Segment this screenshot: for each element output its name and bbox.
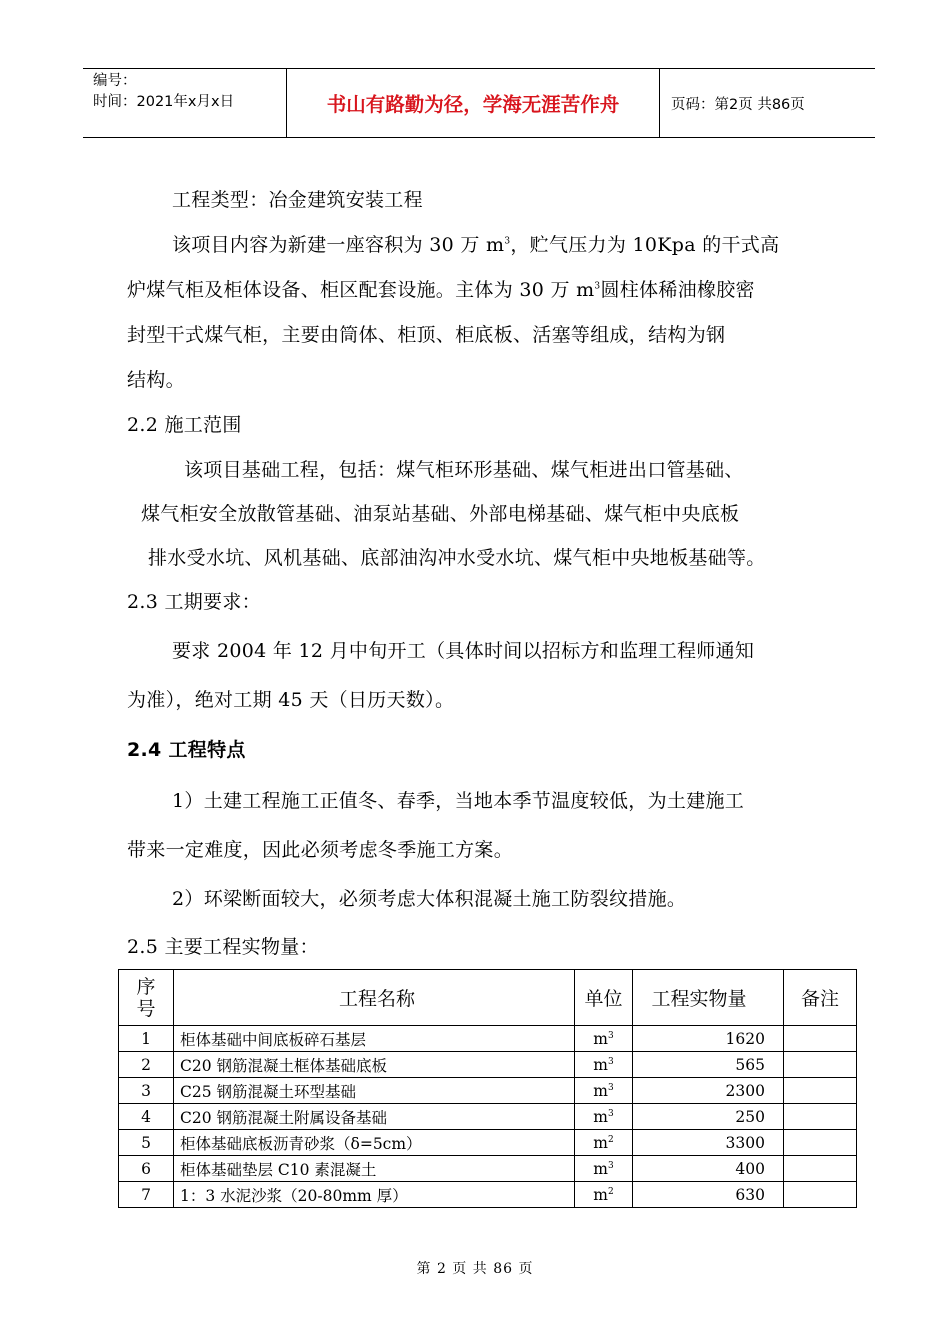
header-unit: 单位 (575, 970, 633, 1026)
header-note: 备注 (784, 970, 857, 1026)
schedule-line: 要求 2004 年 12 月中旬开工（具体时间以招标方和监理工程师通知 (172, 640, 755, 662)
cell-note (784, 1104, 857, 1130)
header-no: 序 号 (119, 970, 174, 1026)
cell-no: 2 (119, 1052, 174, 1078)
cell-name: C25 钢筋混凝土环型基础 (174, 1078, 575, 1104)
table-row (119, 1104, 857, 1130)
intro-line-1: 该项目内容为新建一座容积为 30 万 $m^3$，贮气压力为 10Kpa 的干式高 (172, 234, 780, 256)
intro-line-4: 结构。 (127, 369, 185, 391)
table-row (119, 1078, 857, 1104)
table-row (119, 1182, 857, 1208)
table-row (119, 1156, 857, 1182)
feature-line: 带来一定难度，因此必须考虑冬季施工方案。 (127, 839, 514, 861)
cell-unit: $m^3$ (575, 1052, 633, 1078)
cell-note (784, 1130, 857, 1156)
section-2-4-title: 2.4 工程特点 (127, 739, 246, 761)
quantity-table (118, 969, 857, 1208)
cell-unit: $m^2$ (575, 1130, 633, 1156)
page-header (83, 68, 875, 138)
cell-qty: 3300 (633, 1130, 784, 1156)
cell-note (784, 1052, 857, 1078)
cell-no: 6 (119, 1156, 174, 1182)
table-row (119, 1026, 857, 1052)
cell-qty: 630 (633, 1182, 784, 1208)
cell-name: 1：3 水泥沙浆（20-80mm 厚） (174, 1182, 575, 1208)
feature-line: 1）土建工程施工正值冬、春季，当地本季节温度较低，为土建施工 (172, 790, 745, 812)
header-qty: 工程实物量 (633, 970, 784, 1026)
cell-name: 柜体基础垫层 C10 素混凝土 (174, 1156, 575, 1182)
scope-line: 煤气柜安全放散管基础、油泵站基础、外部电梯基础、煤气柜中央底板 (141, 503, 740, 525)
header-motto: 书山有路勤为径，学海无涯苦作舟 (326, 93, 620, 116)
cell-unit: $m^2$ (575, 1182, 633, 1208)
cell-name: 柜体基础中间底板碎石基层 (174, 1026, 575, 1052)
header-meta (93, 71, 293, 113)
table-row (119, 1052, 857, 1078)
cell-unit: $m^3$ (575, 1026, 633, 1052)
scope-line: 该项目基础工程，包括：煤气柜环形基础、煤气柜进出口管基础、 (184, 459, 744, 481)
cell-no: 3 (119, 1078, 174, 1104)
intro-line-3: 封型干式煤气柜，主要由筒体、柜顶、柜底板、活塞等组成，结构为钢 (127, 324, 726, 346)
schedule-line: 为准），绝对工期 45 天（日历天数）。 (127, 689, 455, 711)
page-footer: 第 2 页 共 86 页 (416, 1261, 534, 1277)
cell-unit: $m^3$ (575, 1156, 633, 1182)
header-divider (659, 69, 660, 137)
cell-note (784, 1078, 857, 1104)
cell-qty: 400 (633, 1156, 784, 1182)
cell-qty: 250 (633, 1104, 784, 1130)
section-2-3-title: 2.3 工期要求： (127, 591, 261, 613)
cell-note (784, 1026, 857, 1052)
cell-no: 1 (119, 1026, 174, 1052)
time-label: 时间：2021年x月x日 (93, 94, 235, 110)
cell-no: 5 (119, 1130, 174, 1156)
table-header-row (119, 970, 857, 1026)
table-row (119, 1130, 857, 1156)
intro-line-2: 炉煤气柜及柜体设备、柜区配套设施。主体为 30 万 $m^3$圆柱体稀油橡胶密 (127, 279, 755, 301)
header-name: 工程名称 (174, 970, 575, 1026)
cell-unit: $m^3$ (575, 1078, 633, 1104)
serial-label: 编号： (93, 73, 137, 89)
header-page-info: 页码：第2页 共86页 (671, 96, 805, 113)
cell-unit: $m^3$ (575, 1104, 633, 1130)
scope-line: 排水受水坑、风机基础、底部油沟冲水受水坑、煤气柜中央地板基础等。 (148, 547, 766, 569)
cell-name: 柜体基础底板沥青砂浆（δ=5cm） (174, 1130, 575, 1156)
cell-no: 4 (119, 1104, 174, 1130)
cell-qty: 2300 (633, 1078, 784, 1104)
feature-line: 2）环梁断面较大，必须考虑大体积混凝土施工防裂纹措施。 (172, 888, 687, 910)
section-2-5-title: 2.5 主要工程实物量： (127, 936, 319, 958)
cell-no: 7 (119, 1182, 174, 1208)
cell-note (784, 1182, 857, 1208)
section-2-2-title: 2.2 施工范围 (127, 414, 242, 436)
cell-name: C20 钢筋混凝土框体基础底板 (174, 1052, 575, 1078)
cell-name: C20 钢筋混凝土附属设备基础 (174, 1104, 575, 1130)
cell-qty: 565 (633, 1052, 784, 1078)
project-type: 工程类型：冶金建筑安装工程 (172, 189, 423, 211)
cell-qty: 1620 (633, 1026, 784, 1052)
cell-note (784, 1156, 857, 1182)
